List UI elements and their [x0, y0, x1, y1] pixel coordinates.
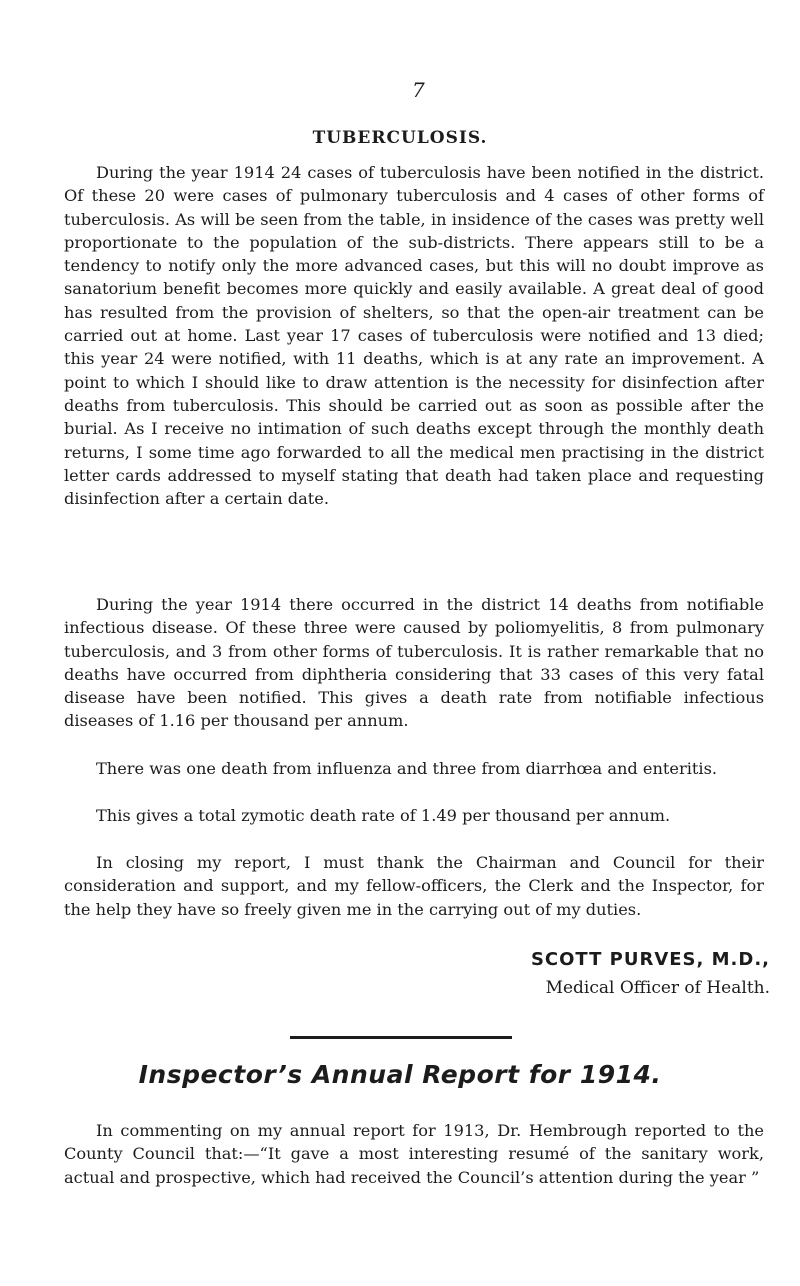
- signature-name: SCOTT PURVES, M.D.,: [530, 949, 770, 970]
- paragraph-text: In commenting on my annual report for 1913, Dr. Hembrough reported to the County Council that:—“It gave a most interesting resumé of the sanitary work, actual and prospective, which had received the Council’s attention during the year ”: [64, 1121, 764, 1187]
- paragraph-tuberculosis: [64, 161, 764, 510]
- report-heading: Inspector’s Annual Report for 1914.: [138, 1060, 662, 1089]
- paragraph-text: During the year 1914 there occurred in the district 14 deaths from notifiable infectious disease. Of these three were caused by poliomyelitis, 8 from pulmonary tuberculosis, and 3 from other forms of tuberculosis. It is rather remarkable that no deaths have occurred from diphtheria considering that 33 cases of this very fatal disease have been notified. This gives a death rate from notifiable infectious diseases of 1.16 per thousand per annum.: [64, 595, 764, 731]
- paragraph-text: During the year 1914 24 cases of tuberculosis have been notified in the district. Of these 20 were cases of pulmonary tuberculosis and 4 cases of other forms of tuberculosis. As will be seen from the table, in insidence of the cases was pretty well proportionate to the population of the sub-districts. There appears still to be a tendency to notify only the more advanced cases, but this will no doubt improve as sanatorium benefit becomes more quickly and easily available. A great deal of good has resulted from the provision of shelters, so that the open-air treatment can be carried out at home. Last year 17 cases of tuberculosis were notified and 13 died; this year 24 were notified, with 11 deaths, which is at any rate an improvement. A point to which I should like to draw attention is the necessity for disinfection after deaths from tuberculosis. This should be carried out as soon as possible after the burial. As I receive no intimation of such deaths except through the monthly death returns, I some time ago forwarded to all the medical men practising in the district letter cards addressed to myself stating that death had taken place and requesting disinfection after a certain date.: [64, 163, 764, 509]
- paragraph-influenza: [64, 757, 764, 780]
- paragraph-text: There was one death from influenza and three from diarrhœa and enteritis.: [96, 759, 718, 778]
- paragraph-text: In closing my report, I must thank the Chairman and Council for their consideration and support, and my fellow-officers, the Clerk and the Inspector, for the help they have so freely given me in the carrying out of my duties.: [64, 853, 764, 919]
- section-divider: [290, 1036, 512, 1039]
- paragraph-zymotic-rate: [64, 804, 764, 827]
- paragraph-text: This gives a total zymotic death rate of 1.49 per thousand per annum.: [96, 806, 671, 825]
- page-number: 7: [412, 78, 425, 102]
- paragraph-inspector-report: [64, 1119, 764, 1189]
- paragraph-closing: [64, 851, 764, 921]
- paragraph-infectious-deaths: [64, 593, 764, 733]
- signature-title: Medical Officer of Health.: [545, 978, 770, 998]
- section-heading: TUBERCULOSIS.: [312, 128, 488, 148]
